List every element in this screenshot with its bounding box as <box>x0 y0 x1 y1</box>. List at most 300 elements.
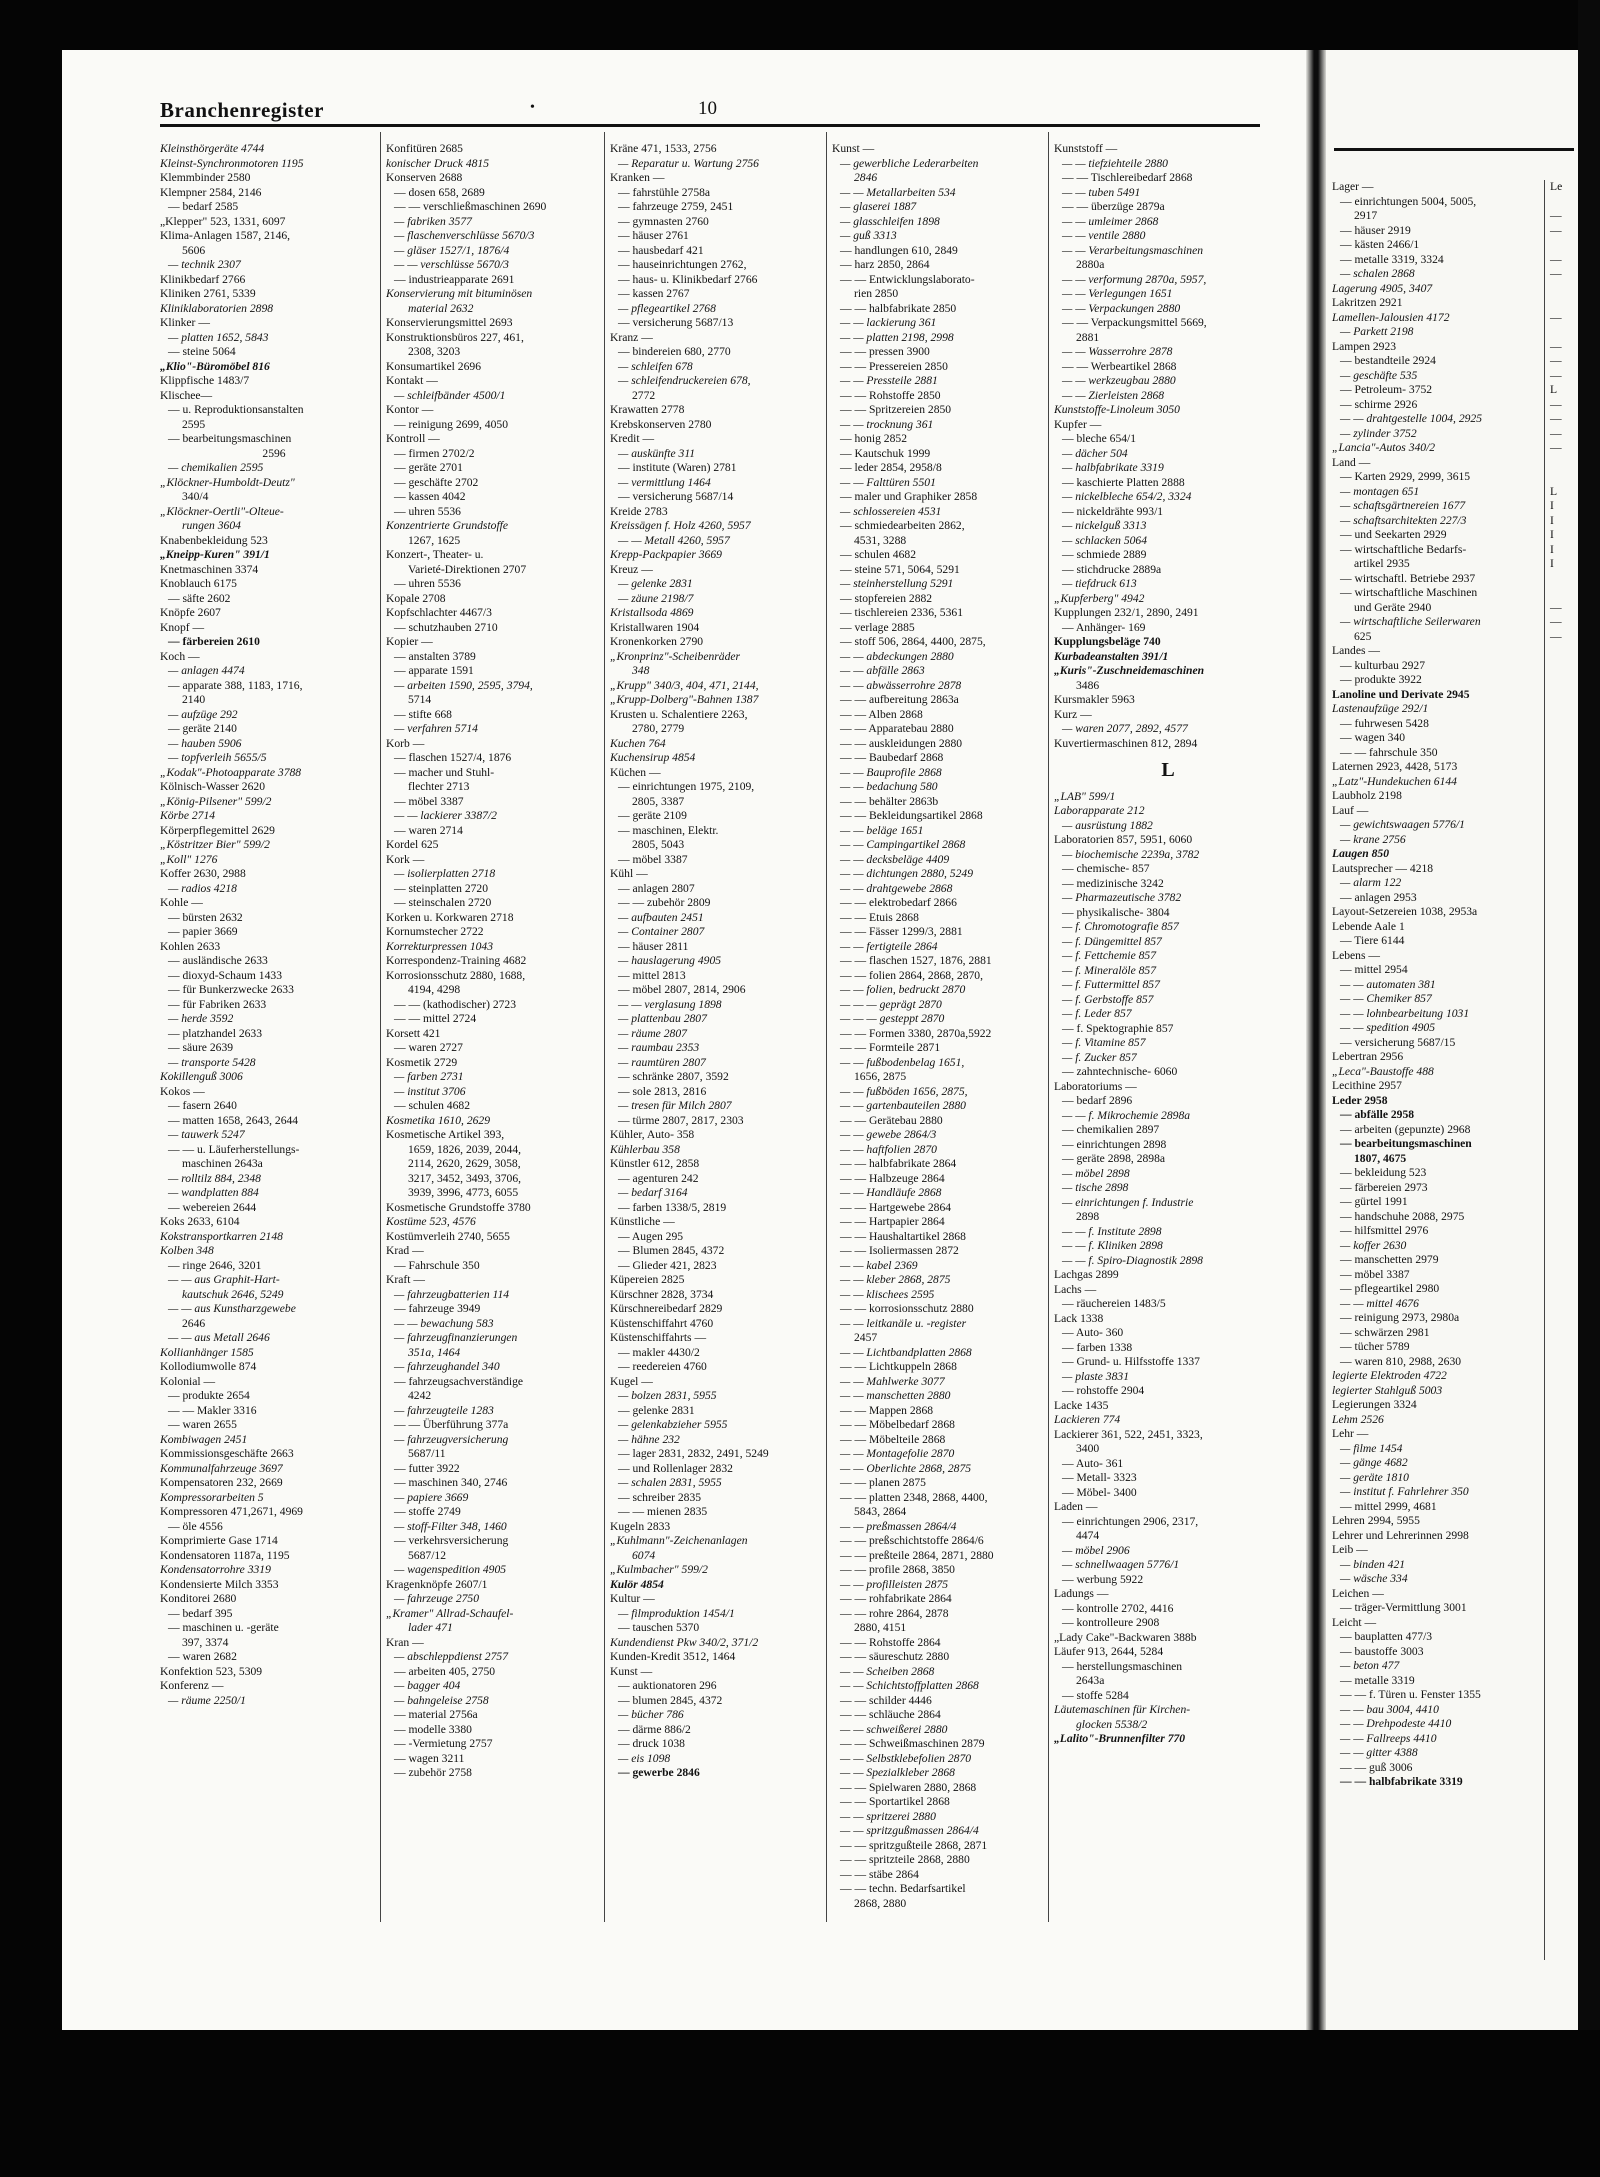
register-entry: — bahngeleise 2758 <box>394 1693 489 1707</box>
register-entry: „Lady Cake"-Backwaren 388b <box>1054 1630 1197 1644</box>
register-entry: — — fußbodenbelag 1651, <box>840 1055 965 1069</box>
register-entry: — — gewebe 2864/3 <box>840 1128 937 1141</box>
register-entry: Lager — <box>1332 180 1374 193</box>
register-entry: — raumbau 2353 <box>618 1041 700 1054</box>
register-entry: „Klöckner-Oertli"-Olteue- <box>160 504 284 518</box>
register-entry: — für Bunkerzwecke 2633 <box>168 983 294 996</box>
register-entry: — versicherung 5687/15 <box>1340 1035 1456 1049</box>
register-entry: — räume 2807 <box>618 1026 687 1040</box>
register-entry: „Latz"-Hundekuchen 6144 <box>1332 774 1457 788</box>
register-entry: — — Formteile 2871 <box>840 1041 941 1054</box>
cropped-entry <box>1550 586 1578 601</box>
register-entry: Legierungen 3324 <box>1332 1398 1417 1411</box>
cropped-entry: — <box>1550 252 1562 266</box>
register-entry: 2868, 2880 <box>854 1896 907 1910</box>
register-entry: Korken u. Korkwaren 2718 <box>386 910 514 924</box>
register-entry: — schaftsgärtnereien 1677 <box>1340 499 1466 512</box>
register-entry: — f. Leder 857 <box>1062 1007 1132 1020</box>
register-entry: Klinker — <box>160 316 210 329</box>
register-entry: — macher und Stuhl- <box>394 765 495 779</box>
register-entry: Lachgas 2899 <box>1054 1268 1119 1281</box>
register-entry: — — auskleidungen 2880 <box>840 736 963 750</box>
register-entry: Kontakt — <box>386 374 438 387</box>
register-entry: — — f. Türen u. Fenster 1355 <box>1340 1688 1481 1701</box>
register-entry: — — Scheiben 2868 <box>840 1664 935 1678</box>
register-entry: — bearbeitungsmaschinen <box>1340 1137 1472 1150</box>
register-entry: — Pharmazeutische 3782 <box>1062 891 1182 904</box>
register-entry: Ladungs — <box>1054 1587 1109 1600</box>
register-entry: Läufer 913, 2644, 5284 <box>1054 1645 1164 1658</box>
register-entry: — tische 2898 <box>1062 1181 1129 1194</box>
register-entry: — — platten 2348, 2868, 4400, <box>840 1490 988 1504</box>
register-entry: Körperpflegemittel 2629 <box>160 823 275 837</box>
register-entry: Kohle — <box>160 896 203 909</box>
register-entry: — — halbfabrikate 2864 <box>840 1157 957 1170</box>
register-entry: Kühler, Auto- 358 <box>610 1128 695 1141</box>
register-entry: — säfte 2602 <box>168 591 231 605</box>
register-entry: — hauseinrichtungen 2762, <box>618 258 747 271</box>
register-entry: Leicht — <box>1332 1615 1377 1629</box>
register-entry: — schulen 4682 <box>840 548 916 561</box>
register-entry: — zylinder 3752 <box>1340 426 1417 440</box>
register-entry: Lackieren 774 <box>1054 1413 1121 1426</box>
register-entry: — bolzen 2831, 5955 <box>618 1389 717 1402</box>
register-entry: Kunst — <box>832 142 875 155</box>
register-entry: — einrichtungen f. Industrie <box>1062 1195 1194 1209</box>
cropped-entry: — <box>1550 339 1562 353</box>
register-entry: — modelle 3380 <box>394 1722 472 1736</box>
register-entry: — kästen 2466/1 <box>1340 238 1420 251</box>
register-entry: — Tiere 6144 <box>1340 934 1405 947</box>
register-entry: — — Mahlwerke 3077 <box>840 1374 945 1388</box>
register-entry: Lauf — <box>1332 803 1369 817</box>
register-entry: Konditorei 2680 <box>160 1592 237 1605</box>
register-entry: Konfitüren 2685 <box>386 142 463 155</box>
register-entry: 625 <box>1354 629 1372 643</box>
register-entry: und Geräte 2940 <box>1354 600 1432 614</box>
register-entry: — institut 3706 <box>394 1084 466 1098</box>
register-entry: Kommissionsgeschäfte 2663 <box>160 1447 294 1460</box>
register-entry: — — Zierleisten 2868 <box>1062 388 1165 402</box>
register-entry: — — schilder 4446 <box>840 1693 932 1707</box>
register-entry: — nickelguß 3313 <box>1062 519 1147 532</box>
scan-border-bottom <box>0 2030 1600 2177</box>
register-entry: Küstenschiffahrts — <box>610 1331 707 1344</box>
register-entry: Konzert-, Theater- u. <box>386 548 484 561</box>
register-entry: — — Lichtbandplatten 2868 <box>840 1345 972 1359</box>
register-entry: — tischlereien 2336, 5361 <box>840 606 963 619</box>
cropped-entry <box>1550 456 1578 471</box>
register-entry: — schleifen 678 <box>618 359 693 373</box>
register-entry: Lehren 2994, 5955 <box>1332 1514 1420 1527</box>
register-entry: — aufzüge 292 <box>168 707 238 721</box>
register-entry: — räuchereien 1483/5 <box>1062 1297 1166 1310</box>
register-entry: — — korrosionsschutz 2880 <box>840 1302 974 1315</box>
register-entry: 2880, 4151 <box>854 1621 907 1634</box>
register-entry: legierte Elektroden 4722 <box>1332 1369 1447 1382</box>
register-entry: — — Schichtstoffplatten 2868 <box>840 1679 979 1692</box>
register-entry: — bleche 654/1 <box>1062 432 1137 445</box>
register-entry: glocken 5538/2 <box>1076 1717 1148 1731</box>
register-entry: — ringe 2646, 3201 <box>168 1258 262 1272</box>
register-entry: „Krupp-Dolberg"-Bahnen 1387 <box>610 693 759 706</box>
register-entry: — — umleimer 2868 <box>1062 214 1159 228</box>
register-entry: — Glieder 421, 2823 <box>618 1258 717 1272</box>
register-entry: — platten 1652, 5843 <box>168 330 269 344</box>
register-entry: Leder 2958 <box>1332 1093 1388 1107</box>
register-entry: — — Chemiker 857 <box>1340 992 1432 1005</box>
register-entry: Kostümverleih 2740, 5655 <box>386 1229 510 1243</box>
register-entry: — bindereien 680, 2770 <box>618 345 731 358</box>
register-entry: — beton 477 <box>1340 1659 1400 1672</box>
register-entry: konischer Druck 4815 <box>386 156 490 170</box>
register-entry: Kornumstecher 2722 <box>386 925 484 938</box>
register-entry: 4531, 3288 <box>854 533 907 547</box>
register-entry: — steinherstellung 5291 <box>840 577 954 590</box>
cropped-entry: — <box>1550 310 1562 324</box>
register-entry: — träger-Vermittlung 3001 <box>1340 1601 1467 1614</box>
register-entry: — rohstoffe 2904 <box>1062 1384 1145 1397</box>
register-entry: — fahrzeugbatterien 114 <box>394 1287 510 1301</box>
register-entry: 3400 <box>1076 1442 1100 1455</box>
register-entry: — häuser 2811 <box>618 939 689 953</box>
register-entry: Leichen — <box>1332 1586 1384 1600</box>
register-entry: Leib — <box>1332 1543 1368 1556</box>
register-entry: — bearbeitungsmaschinen <box>168 432 292 445</box>
register-entry: 4474 <box>1076 1529 1100 1542</box>
register-entry: — — Falttüren 5501 <box>840 475 936 489</box>
register-entry: — waren 810, 2988, 2630 <box>1340 1354 1462 1368</box>
register-entry: Küchen — <box>610 765 661 779</box>
register-entry: — — Hartpapier 2864 <box>840 1215 945 1228</box>
register-entry: — — f. Spiro-Diagnostik 2898 <box>1062 1253 1203 1267</box>
cropped-entry: I <box>1550 557 1554 570</box>
register-entry: 2880a <box>1076 258 1105 271</box>
register-entry: — medizinische 3242 <box>1062 876 1164 890</box>
register-entry: — aufbauten 2451 <box>618 910 704 924</box>
register-entry: — wagenspedition 4905 <box>394 1563 507 1576</box>
register-entry: Kombiwagen 2451 <box>160 1432 248 1446</box>
register-entry: — maschinen, Elektr. <box>618 823 719 837</box>
register-entry: — fasern 2640 <box>168 1099 237 1112</box>
register-entry: — baustoffe 3003 <box>1340 1644 1424 1658</box>
register-entry: 1267, 1625 <box>408 533 461 547</box>
register-entry: — farben 1338 <box>1062 1340 1133 1354</box>
register-entry: Koch — <box>160 649 200 663</box>
register-entry: lader 471 <box>408 1621 453 1634</box>
register-entry: „Kuhlmann"-Zeichenanlagen <box>610 1534 748 1547</box>
register-entry: Kunst — <box>610 1664 653 1678</box>
register-entry: — stoffe 2749 <box>394 1505 461 1518</box>
register-entry: — waren 2655 <box>168 1418 237 1431</box>
book-gutter <box>1306 50 1326 2030</box>
register-entry: — Reparatur u. Wartung 2756 <box>618 156 759 170</box>
register-entry: — — u. Läuferherstellungs- <box>168 1142 300 1156</box>
register-entry: — — tuben 5491 <box>1062 185 1141 199</box>
register-entry: — — verglasung 1898 <box>618 997 722 1011</box>
register-entry: flechter 2713 <box>408 780 470 793</box>
register-entry: — steinplatten 2720 <box>394 881 489 895</box>
register-entry: 3217, 3452, 3493, 3706, <box>408 1171 522 1185</box>
register-entry: — — verschließmaschinen 2690 <box>394 200 547 213</box>
register-entry: — — manschetten 2880 <box>840 1389 951 1402</box>
register-entry: — geräte 2140 <box>168 722 237 735</box>
column-divider <box>604 132 605 1922</box>
register-entry: Lackierer 361, 522, 2451, 3323, <box>1054 1427 1203 1441</box>
register-entry: Komprimierte Gase 1714 <box>160 1534 278 1547</box>
register-entry: 348 <box>632 664 650 677</box>
register-entry: — tresen für Milch 2807 <box>618 1099 732 1112</box>
register-entry: Kontor — <box>386 403 434 416</box>
register-entry: — — Schweißmaschinen 2879 <box>840 1737 985 1750</box>
register-entry: — reinigung 2973, 2980a <box>1340 1311 1460 1324</box>
register-entry: — steine 5064 <box>168 345 236 358</box>
register-entry: — — spedition 4905 <box>1340 1021 1436 1034</box>
register-entry: „Kronprinz"-Scheibenräder <box>610 649 741 663</box>
register-entry: — waren 2682 <box>168 1650 237 1663</box>
register-entry: — abfälle 2958 <box>1340 1108 1415 1121</box>
register-entry: — — behälter 2863b <box>840 794 939 808</box>
register-entry: „Kupferberg" 4942 <box>1054 591 1145 605</box>
cropped-entry: — <box>1550 412 1562 425</box>
register-entry: Laubholz 2198 <box>1332 789 1402 802</box>
register-entry: — physikalische- 3804 <box>1062 905 1170 919</box>
register-entry: Klinikbedarf 2766 <box>160 272 246 286</box>
right-page-column-divider <box>1544 180 1545 1960</box>
register-entry: — topfverleih 5655/5 <box>168 751 267 764</box>
register-entry: Kühlerbau 358 <box>610 1142 680 1156</box>
register-entry: — — schläuche 2864 <box>840 1708 941 1721</box>
register-entry: Kokillenguß 3006 <box>160 1070 243 1083</box>
register-entry: — — schweißerei 2880 <box>840 1722 948 1736</box>
register-entry: — möbel 3387 <box>394 794 464 808</box>
register-entry: Kredit — <box>610 432 655 445</box>
register-entry: — — spritzerei 2880 <box>840 1809 936 1823</box>
register-entry: — chemische- 857 <box>1062 862 1150 875</box>
register-entry: — platzhandel 2633 <box>168 1026 263 1040</box>
register-entry: — zäune 2198/7 <box>618 591 694 605</box>
cropped-entry: I <box>1550 542 1554 556</box>
register-entry: — schleifendruckereien 678, <box>618 374 751 387</box>
register-entry: — — Verpackungen 2880 <box>1062 301 1181 315</box>
register-entry: Kordel 625 <box>386 838 439 851</box>
register-entry: — maler und Graphiker 2858 <box>840 490 978 503</box>
register-entry: — stopfereien 2882 <box>840 591 933 605</box>
register-entry: — handschuhe 2088, 2975 <box>1340 1209 1465 1223</box>
register-entry: — krane 2756 <box>1340 832 1406 846</box>
header-rule <box>160 124 1260 127</box>
scan-border-left <box>0 0 62 2177</box>
register-entry: Konservierung mit bituminösen <box>386 287 533 300</box>
register-entry: — — mittel 2724 <box>394 1012 477 1025</box>
register-entry: — — Sportartikel 2868 <box>840 1795 950 1808</box>
register-entry: — maschinen 340, 2746 <box>394 1476 508 1489</box>
register-entry: — — bau 3004, 4410 <box>1340 1702 1439 1716</box>
register-entry: — wagen 340 <box>1340 731 1406 744</box>
register-entry: — Petroleum- 3752 <box>1340 383 1433 396</box>
register-entry: Küpereien 2825 <box>610 1273 685 1286</box>
register-entry: — bestandteile 2924 <box>1340 354 1436 367</box>
register-entry: Land — <box>1332 455 1371 469</box>
register-entry: — — Rohstoffe 2850 <box>840 388 941 402</box>
cropped-entry: — <box>1550 354 1562 367</box>
register-entry: — stoff-Filter 348, 1460 <box>394 1519 507 1533</box>
register-entry: — firmen 2702/2 <box>394 446 475 460</box>
register-entry: Laden — <box>1054 1500 1098 1513</box>
register-entry: — auskünfte 311 <box>618 446 696 460</box>
register-entry: Kleinst-Synchronmotoren 1195 <box>160 156 304 170</box>
register-entry: Knoblauch 6175 <box>160 577 237 590</box>
register-entry: — — säureschutz 2880 <box>840 1650 950 1663</box>
register-entry: — dioxyd-Schaum 1433 <box>168 968 282 982</box>
cropped-entry <box>1550 296 1578 311</box>
register-entry: 397, 3374 <box>182 1635 229 1649</box>
register-entry: — agenturen 242 <box>618 1171 699 1185</box>
register-entry: Kondensatoren 1187a, 1195 <box>160 1548 290 1562</box>
register-entry: Lanoline und Derivate 2945 <box>1332 687 1470 701</box>
register-entry: — f. Gerbstoffe 857 <box>1062 992 1154 1006</box>
register-entry: — eis 1098 <box>618 1751 671 1765</box>
register-entry: — — folien, bedruckt 2870 <box>840 983 966 996</box>
register-entry: „Kulmbacher" 599/2 <box>610 1563 708 1576</box>
register-entry: — bedarf 3164 <box>618 1186 688 1199</box>
register-entry: — möbel 2807, 2814, 2906 <box>618 983 746 996</box>
register-entry: — — Campingartikel 2868 <box>840 838 966 851</box>
register-entry: — gewichtswaagen 5776/1 <box>1340 818 1465 831</box>
register-entry: Kommunalfahrzeuge 3697 <box>160 1461 283 1475</box>
register-entry: — waren 2714 <box>394 823 463 837</box>
register-entry: — plaste 3831 <box>1062 1369 1129 1383</box>
register-entry: Korsett 421 <box>386 1026 441 1040</box>
cropped-entry <box>1550 195 1578 210</box>
register-entry: — — überzüge 2879a <box>1062 200 1165 213</box>
register-entry: — f. Spektographie 857 <box>1062 1021 1174 1035</box>
register-entry: — därme 886/2 <box>618 1722 691 1736</box>
register-entry: — — aus Graphit-Hart- <box>168 1273 280 1286</box>
register-entry: — — aus Kunstharzgewebe <box>168 1302 296 1315</box>
register-entry: — schaftsarchitekten 227/3 <box>1340 513 1467 527</box>
register-entry: — montagen 651 <box>1340 484 1420 498</box>
register-entry: Lachs — <box>1054 1282 1097 1296</box>
register-entry: Lehm 2526 <box>1332 1412 1384 1426</box>
register-entry: — geräte 2898, 2898a <box>1062 1152 1166 1165</box>
register-entry: Varieté-Direktionen 2707 <box>408 562 527 576</box>
register-entry: Kostüme 523, 4576 <box>386 1215 476 1228</box>
register-entry: — verlage 2885 <box>840 620 915 634</box>
register-entry: — — techn. Bedarfsartikel <box>840 1882 966 1895</box>
register-entry: — — Halbzeuge 2864 <box>840 1171 945 1185</box>
register-entry: Lecithine 2957 <box>1332 1079 1402 1092</box>
register-entry: — binden 421 <box>1340 1557 1406 1571</box>
register-entry: Kurbadeanstalten 391/1 <box>1054 649 1169 663</box>
register-entry: — futter 3922 <box>394 1461 460 1475</box>
register-entry: — — guß 3006 <box>1340 1760 1413 1774</box>
register-entry: 1656, 2875 <box>854 1070 907 1083</box>
register-entry: — arbeiten (gepunzte) 2968 <box>1340 1122 1471 1136</box>
register-entry: rungen 3604 <box>182 519 241 532</box>
register-entry: — färbereien 2973 <box>1340 1180 1428 1194</box>
right-page-column <box>1332 180 1542 1790</box>
register-entry: 2646 <box>182 1316 206 1330</box>
register-entry: — — Spritzereien 2850 <box>840 403 952 416</box>
cropped-entry: — <box>1550 426 1562 440</box>
register-entry: — schmiede 2889 <box>1062 548 1147 561</box>
register-entry: Kupplungen 232/1, 2890, 2491 <box>1054 606 1199 619</box>
register-entry: — wirtschaftliche Bedarfs- <box>1340 542 1467 556</box>
register-entry: Kran — <box>386 1635 424 1649</box>
register-entry: — flaschen 1527/4, 1876 <box>394 751 512 764</box>
register-entry: — lager 2831, 2832, 2491, 5249 <box>618 1447 769 1460</box>
register-entry: — auktionatoren 296 <box>618 1679 717 1692</box>
register-entry: — — drahtgewebe 2868 <box>840 881 953 895</box>
register-entry: Klempner 2584, 2146 <box>160 185 262 199</box>
register-entry: — Blumen 2845, 4372 <box>618 1244 725 1257</box>
register-entry: — — f. Mikrochemie 2898a <box>1062 1108 1191 1122</box>
register-entry: Konservierungsmittel 2693 <box>386 316 513 329</box>
register-entry: Lack 1338 <box>1054 1311 1104 1325</box>
register-entry: „Lancia"-Autos 340/2 <box>1332 441 1436 454</box>
register-entry: — kulturbau 2927 <box>1340 658 1426 672</box>
register-entry: — mittel 2954 <box>1340 963 1408 976</box>
register-entry: — — — gesteppt 2870 <box>840 1012 945 1025</box>
register-entry: Krepp-Packpapier 3669 <box>610 548 722 561</box>
register-entry: — — planen 2875 <box>840 1476 926 1489</box>
register-entry: — — trocknung 361 <box>840 417 934 431</box>
register-entry: 3486 <box>1076 678 1100 692</box>
register-entry: — — halbfabrikate 2850 <box>840 301 957 315</box>
register-entry: — fahrzeugsachverständige <box>394 1374 524 1388</box>
register-entry: — — Baubedarf 2868 <box>840 751 944 764</box>
register-entry: — manschetten 2979 <box>1340 1253 1439 1266</box>
register-entry: — anlagen 4474 <box>168 664 245 677</box>
register-entry: Kräne 471, 1533, 2756 <box>610 142 717 155</box>
register-entry: — isolierplatten 2718 <box>394 867 496 880</box>
register-entry: — — Pressteile 2881 <box>840 374 938 387</box>
register-entry: — verkehrsversicherung <box>394 1534 509 1547</box>
cropped-entry: — <box>1550 629 1562 643</box>
register-entry: — geräte 2701 <box>394 461 463 474</box>
register-entry: — nickeldrähte 993/1 <box>1062 504 1164 518</box>
register-entry: — — Tischlereibedarf 2868 <box>1062 171 1193 184</box>
register-entry: — kassen 4042 <box>394 490 466 503</box>
right-page-rule <box>1334 148 1574 151</box>
register-entry: Krebskonserven 2780 <box>610 417 712 431</box>
register-entry: — — Überführung 377a <box>394 1418 509 1431</box>
register-entry: — metalle 3319 <box>1340 1673 1415 1687</box>
cropped-entry: I <box>1550 528 1554 541</box>
register-entry: Kollianhänger 1585 <box>160 1345 254 1359</box>
register-entry: — einrichtungen 2898 <box>1062 1137 1167 1151</box>
register-entry: — apparate 388, 1183, 1716, <box>168 678 303 692</box>
register-entry: artikel 2935 <box>1354 557 1410 570</box>
register-entry: — abschleppdienst 2757 <box>394 1650 508 1663</box>
register-entry: Klischee— <box>160 388 213 402</box>
register-entry: 5714 <box>408 693 432 706</box>
register-entry: 2805, 5043 <box>632 838 685 851</box>
register-entry: — Auto- 360 <box>1062 1326 1124 1339</box>
register-entry: — wandplatten 884 <box>168 1186 259 1199</box>
register-entry: — waren 2077, 2892, 4577 <box>1062 722 1188 735</box>
register-entry: — tücher 5789 <box>1340 1340 1410 1353</box>
register-entry: Kork — <box>386 852 425 866</box>
register-entry: — schlacken 5064 <box>1062 533 1148 547</box>
register-entry: — wäsche 334 <box>1340 1572 1408 1585</box>
register-entry: — anstalten 3789 <box>394 649 476 663</box>
register-entry: — -Vermietung 2757 <box>394 1737 493 1750</box>
register-entry: Kopale 2708 <box>386 591 446 605</box>
register-entry: Kurz — <box>1054 707 1092 721</box>
register-entry: — hauben 5906 <box>168 736 242 750</box>
